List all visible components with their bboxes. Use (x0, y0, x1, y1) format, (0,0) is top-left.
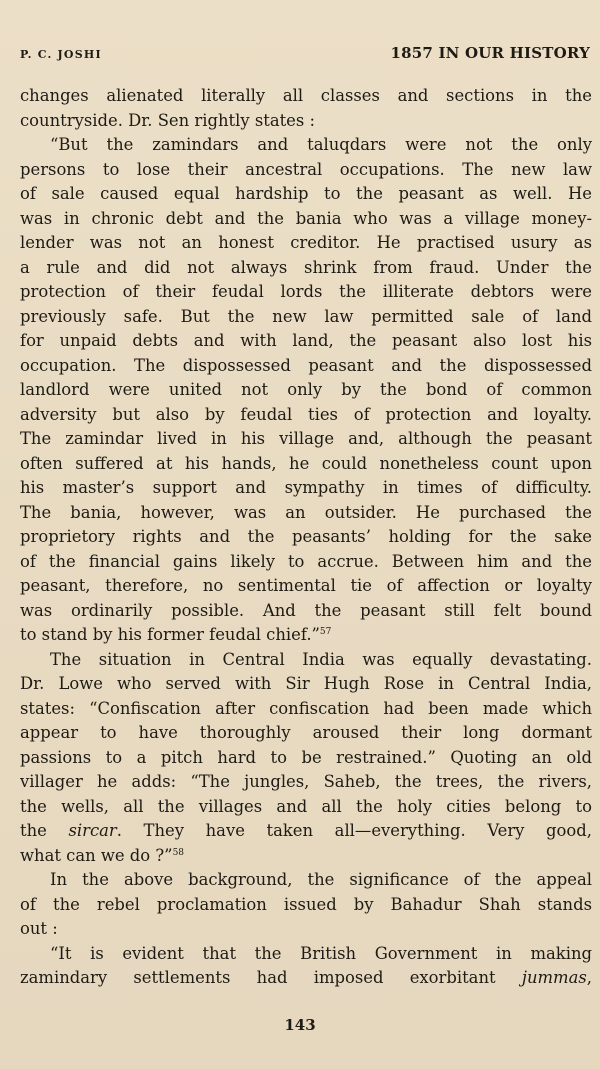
text-line-content: to stand by his former feudal chief.” (20, 625, 320, 644)
text-line-content: passions to a pitch hard to be restrained.” Quoting an old (20, 747, 592, 767)
text-line (20, 207, 592, 232)
text-line (20, 697, 592, 722)
text-line (20, 256, 592, 281)
text-line (20, 770, 592, 795)
text-line-content: of the financial gains likely to accrue. Between him and the (20, 551, 592, 571)
text-line-content: the wells, all the villages and all the holy cities belong to (20, 796, 592, 816)
running-header (20, 44, 590, 62)
text-line (20, 795, 592, 820)
text-line (20, 280, 592, 305)
text-line-content: protection of their feudal lords the illiterate debtors were (20, 282, 592, 301)
text-line-content: of sale caused equal hardship to the peasant as well. He (20, 184, 592, 203)
text-line-content: often suffered at his hands, he could nonetheless count upon (20, 453, 592, 473)
text-line (20, 868, 592, 893)
text-line (20, 525, 592, 550)
text-line (20, 819, 592, 844)
text-line (20, 501, 592, 526)
text-line (20, 476, 592, 501)
footnote-marker: 58 (172, 847, 185, 858)
text-line (20, 623, 592, 648)
text-line (20, 427, 592, 452)
text-line-content: for unpaid debts and with land, the peasant also lost his (20, 331, 592, 350)
text-line (20, 133, 592, 158)
body-text (20, 84, 592, 991)
text-line (20, 672, 592, 697)
text-line (20, 648, 592, 673)
text-line-content: out : (20, 919, 58, 938)
text-line (20, 305, 592, 330)
text-line-content: previously safe. But the new law permitted sale of land (20, 306, 592, 326)
text-line-content: landlord were united not only by the bond of common (20, 380, 592, 399)
text-line-content: The situation in Central India was equally devastating. (50, 649, 592, 669)
text-line-content: The bania, however, was an outsider. He purchased the (20, 502, 592, 522)
footnote-marker: 57 (319, 627, 332, 637)
text-line (20, 721, 592, 746)
text-line-content: his master’s support and sympathy in times of difficulty. (20, 478, 592, 497)
text-line (20, 574, 592, 599)
text-line-content: “But the zamindars and taluqdars were not the only (50, 135, 592, 154)
text-line (20, 452, 592, 477)
text-line (20, 599, 592, 624)
text-line (20, 182, 592, 207)
text-line-content: of the rebel proclamation issued by Bahadur Shah stands (20, 894, 592, 914)
text-line-content: proprietory rights and the peasants’ holding for the sake (20, 527, 592, 546)
text-line (20, 893, 592, 918)
text-line (20, 231, 592, 256)
text-line-content: Dr. Lowe who served with Sir Hugh Rose in Central India, (20, 674, 592, 693)
text-line (20, 329, 592, 354)
text-line (20, 158, 592, 183)
text-line (20, 378, 592, 403)
text-line-content: In the above background, the significance of the appeal (50, 870, 592, 889)
header-author: P. C. JOSHI (20, 48, 102, 61)
text-line (20, 844, 592, 869)
text-line (20, 917, 592, 942)
text-line-content: what can we do ?” (20, 845, 173, 865)
text-line-content: changes alienated literally all classes and sections in the (20, 86, 592, 105)
page-number: 143 (284, 1016, 316, 1034)
text-line-content: appear to have thoroughly aroused their long dormant (20, 723, 592, 742)
text-line-content: was ordinarily possible. And the peasant still felt bound (20, 600, 592, 620)
text-line-content: the sircar. They have taken all—everything. Very good, (20, 821, 592, 840)
italic-word: jummas (521, 968, 587, 987)
text-line (20, 942, 592, 967)
text-line-content: villager he adds: “The jungles, Saheb, the trees, the rivers, (20, 772, 592, 791)
text-line-content: lender was not an honest creditor. He practised usury as (20, 233, 592, 252)
text-line (20, 746, 592, 771)
text-line (20, 354, 592, 379)
text-line-content: zamindary settlements had imposed exorbitant jummas, (20, 968, 592, 987)
text-line-content: peasant, therefore, no sentimental tie of affection or loyalty (20, 576, 592, 595)
text-line-content: countryside. Dr. Sen rightly states : (20, 110, 316, 130)
text-line (20, 403, 592, 428)
header-title: 1857 IN OUR HISTORY (390, 44, 590, 62)
text-line-content: adversity but also by feudal ties of protection and loyalty. (20, 404, 592, 424)
text-line-content: states: “Confiscation after confiscation had been made which (20, 698, 592, 718)
text-line-content: The zamindar lived in his village and, although the peasant (20, 429, 592, 448)
text-line (20, 109, 592, 134)
text-line-content: persons to lose their ancestral occupations. The new law (20, 159, 592, 179)
text-line-content: “It is evident that the British Government in making (50, 943, 592, 963)
text-line (20, 966, 592, 991)
text-line-content: occupation. The dispossessed peasant and the dispossessed (20, 355, 592, 375)
text-line (20, 550, 592, 575)
text-line-content: a rule and did not always shrink from fraud. Under the (20, 257, 592, 277)
text-line (20, 84, 592, 109)
text-line-content: was in chronic debt and the bania who was a village money- (20, 208, 592, 228)
italic-word: sircar (68, 821, 117, 840)
